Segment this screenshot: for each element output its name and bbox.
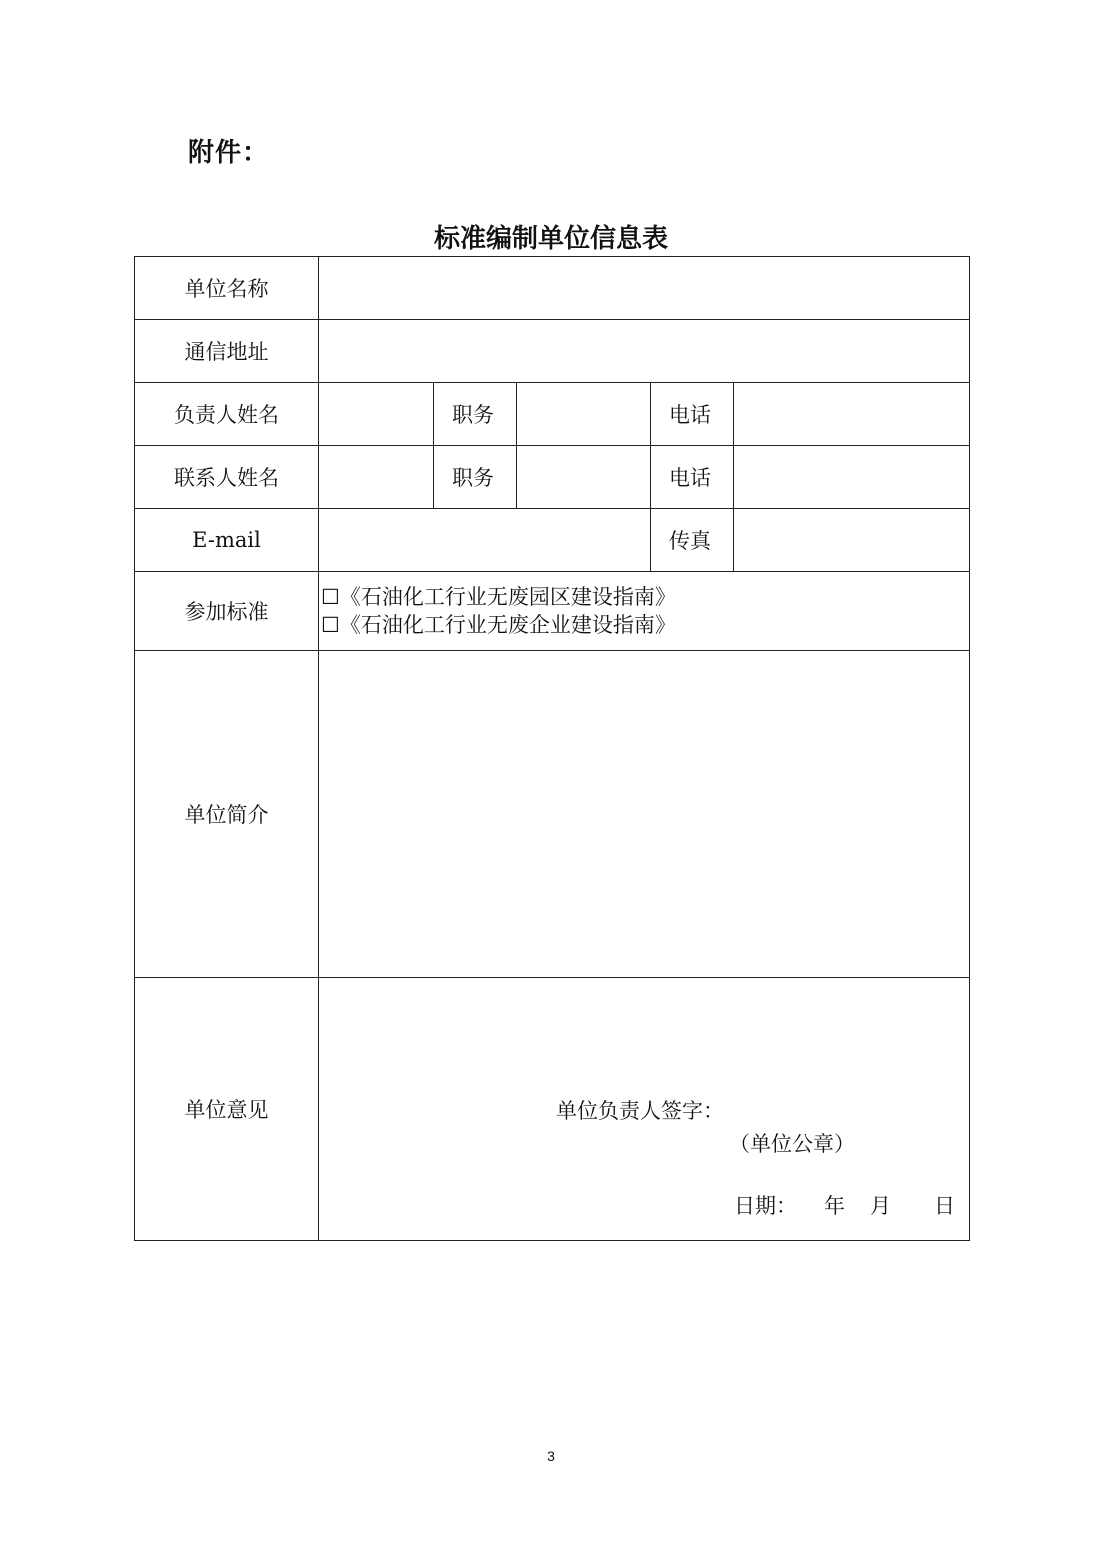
row-leader — [135, 383, 970, 446]
field-contact-phone[interactable] — [734, 446, 970, 509]
date-year: 年 — [824, 1194, 845, 1218]
date-line — [734, 1190, 955, 1220]
field-profile[interactable] — [319, 651, 970, 978]
row-address — [135, 320, 970, 383]
row-standards — [135, 572, 970, 651]
row-profile — [135, 651, 970, 978]
label-contact-position: 职务 — [434, 446, 517, 509]
field-leader-position[interactable] — [517, 383, 651, 446]
label-address: 通信地址 — [135, 320, 319, 383]
date-label: 日期： — [734, 1194, 797, 1218]
standard-option-enterprise[interactable]: ☐《石油化工行业无废企业建设指南》 — [321, 613, 676, 637]
signature-label: 单位负责人签字： — [556, 1099, 724, 1123]
label-email: E-mail — [135, 509, 319, 572]
seal-label: （单位公章） — [729, 1132, 855, 1156]
field-email[interactable] — [319, 509, 651, 572]
date-month: 月 — [870, 1194, 891, 1218]
label-profile: 单位简介 — [135, 651, 319, 978]
standards-options — [319, 572, 970, 651]
field-leader-name[interactable] — [319, 383, 434, 446]
label-fax: 传真 — [651, 509, 734, 572]
standard-option-park[interactable]: ☐《石油化工行业无废园区建设指南》 — [321, 585, 676, 609]
field-unit-name[interactable] — [319, 257, 970, 320]
field-contact-position[interactable] — [517, 446, 651, 509]
field-contact-name[interactable] — [319, 446, 434, 509]
field-opinion[interactable] — [319, 978, 970, 1241]
row-opinion — [135, 978, 970, 1241]
label-leader-phone: 电话 — [651, 383, 734, 446]
label-opinion: 单位意见 — [135, 978, 319, 1241]
label-contact-name: 联系人姓名 — [135, 446, 319, 509]
row-contact — [135, 446, 970, 509]
field-leader-phone[interactable] — [734, 383, 970, 446]
label-standards: 参加标准 — [135, 572, 319, 651]
page-number: 3 — [547, 1448, 555, 1464]
field-fax[interactable] — [734, 509, 970, 572]
date-day: 日 — [934, 1194, 955, 1218]
label-leader-name: 负责人姓名 — [135, 383, 319, 446]
info-table — [134, 256, 970, 1241]
field-address[interactable] — [319, 320, 970, 383]
form-title: 标准编制单位信息表 — [433, 224, 668, 254]
row-email — [135, 509, 970, 572]
row-unit-name — [135, 257, 970, 320]
label-unit-name: 单位名称 — [135, 257, 319, 320]
attachment-label: 附件： — [188, 138, 270, 168]
label-leader-position: 职务 — [434, 383, 517, 446]
label-contact-phone: 电话 — [651, 446, 734, 509]
